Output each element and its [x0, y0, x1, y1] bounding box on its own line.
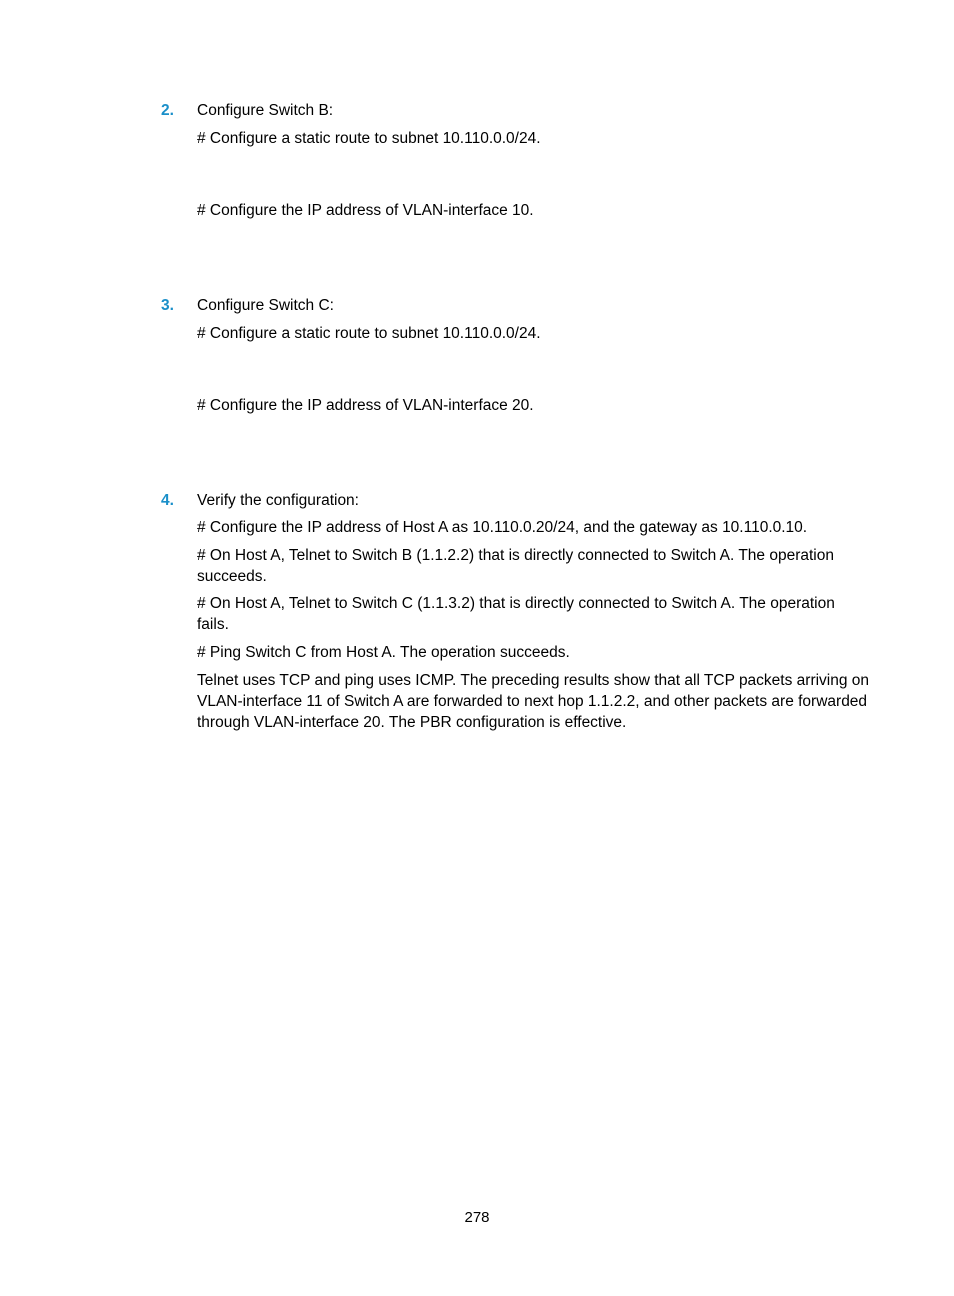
- step-2-vlan-interface-text: # Configure the IP address of VLAN-interface 10.: [197, 202, 534, 219]
- step-3-static-route-text: # Configure a static route to subnet 10.110.0.0/24.: [197, 325, 541, 342]
- step-2-number: 2.: [161, 102, 174, 119]
- page-number: 278: [464, 1209, 490, 1226]
- step-4-telnet-switch-b-text: # On Host A, Telnet to Switch B (1.1.2.2) that is directly connected to Switch A. The operation succeeds.: [197, 547, 834, 585]
- step-3-title: Configure Switch C:: [197, 297, 334, 314]
- step-4-number: 4.: [161, 492, 174, 509]
- step-4-host-ip-text: # Configure the IP address of Host A as 10.110.0.20/24, and the gateway as 10.110.0.10.: [197, 519, 808, 536]
- step-4-conclusion-text: Telnet uses TCP and ping uses ICMP. The preceding results show that all TCP packets arriving on VLAN-interface 11 of Switch A are forwarded to next hop 1.1.2.2, and other packets are forwarded through VLAN-interface 20. The PBR configuration is effective.: [197, 672, 870, 731]
- step-4-ping-text: # Ping Switch C from Host A. The operation succeeds.: [197, 644, 570, 661]
- step-4-title: Verify the configuration:: [197, 492, 359, 509]
- step-3-number: 3.: [161, 297, 174, 314]
- step-3-vlan-interface-text: # Configure the IP address of VLAN-interface 20.: [197, 397, 534, 414]
- step-2-title: Configure Switch B:: [197, 102, 334, 119]
- step-2-static-route-text: # Configure a static route to subnet 10.110.0.0/24.: [197, 130, 541, 147]
- step-4-telnet-switch-c-text: # On Host A, Telnet to Switch C (1.1.3.2) that is directly connected to Switch A. The operation fails.: [197, 595, 835, 633]
